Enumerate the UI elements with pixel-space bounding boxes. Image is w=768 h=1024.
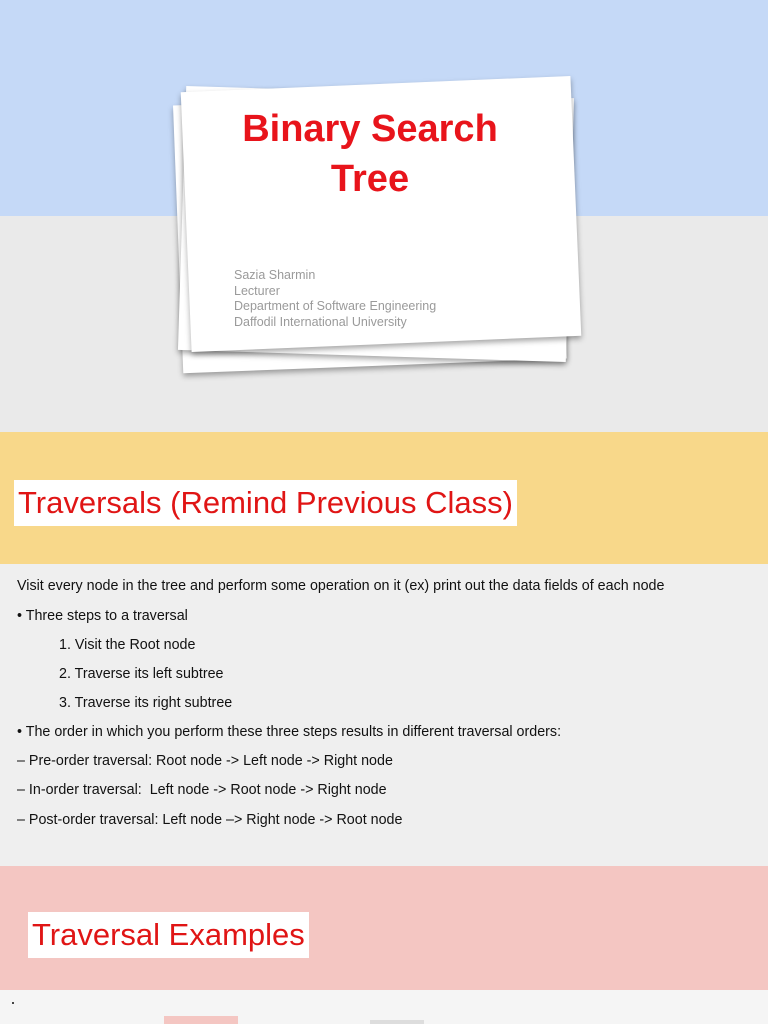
step-1: 1. Visit the Root node	[59, 637, 196, 653]
slide-title-line-2: Tree	[330, 158, 410, 200]
author-position: Lecturer	[234, 283, 280, 298]
author-name: Sazia Sharmin	[234, 268, 316, 282]
slide-title-line-1: Binary Search	[242, 108, 498, 150]
examples-heading: Traversal Examples	[28, 912, 309, 958]
bullet-three-steps: • Three steps to a traversal	[17, 608, 188, 624]
next-slide-partial	[0, 990, 768, 1024]
author-university: Daffodil International University	[234, 314, 407, 329]
author-block	[234, 268, 554, 330]
pre-order-line: – Pre-order traversal: Root node -> Left node -> Right node	[17, 753, 393, 769]
intro-line: Visit every node in the tree and perform some operation on it (ex) print out the data fields of each node	[17, 578, 665, 594]
author-department: Department of Software Engineering	[234, 299, 437, 313]
bullet-dot	[12, 1002, 14, 1004]
slide-title	[210, 104, 530, 204]
partial-pink-block	[164, 1016, 238, 1024]
traversals-heading: Traversals (Remind Previous Class)	[14, 480, 517, 526]
step-2: 2. Traverse its left subtree	[59, 666, 224, 682]
partial-grey-block	[370, 1020, 424, 1024]
in-order-line: – In-order traversal: Left node -> Root node -> Right node	[17, 782, 387, 798]
bullet-order: • The order in which you perform these three steps results in different traversal orders:	[17, 724, 562, 740]
step-3: 3. Traverse its right subtree	[59, 695, 233, 711]
post-order-line: – Post-order traversal: Left node –> Right node -> Root node	[17, 812, 403, 828]
